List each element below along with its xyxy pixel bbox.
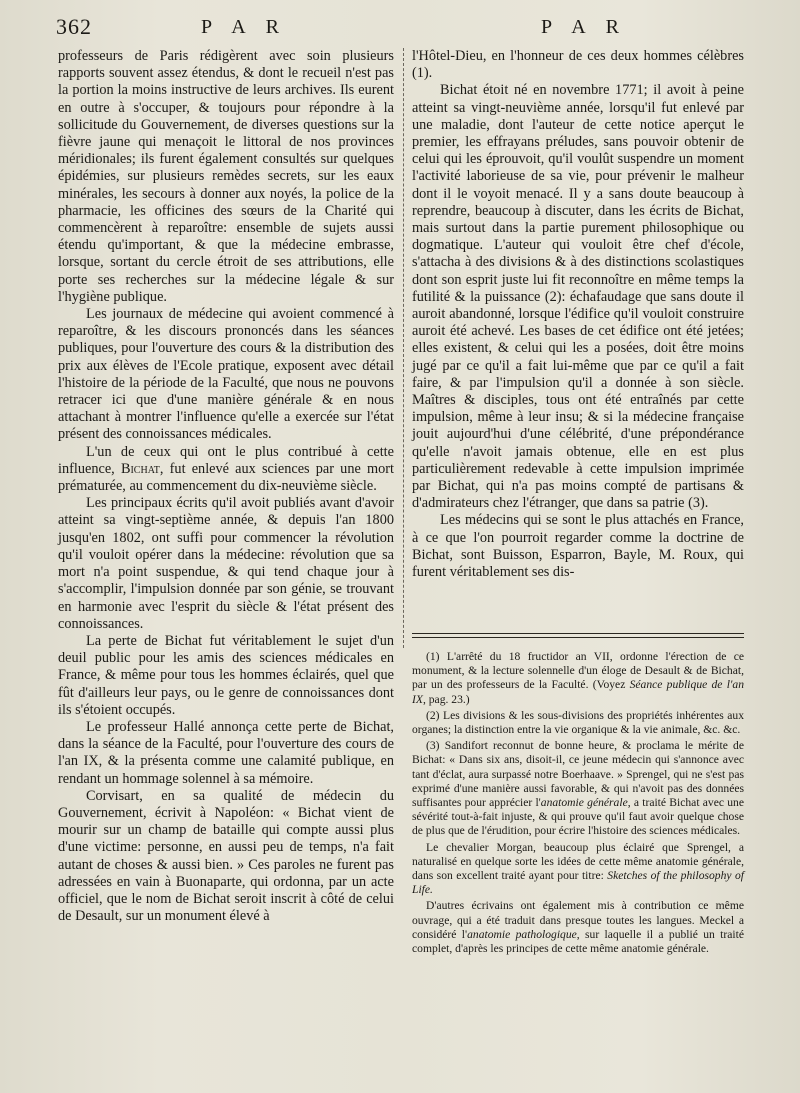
italic-text: Sketches of the philosophy of Life. <box>412 869 744 897</box>
left-column <box>58 48 394 925</box>
text-run: , fut enlevé aux sciences par une mort prématurée, au commencement du dix-neuvième siècle. <box>58 460 394 495</box>
paragraph: Bichat étoit né en novembre 1771; il avoit à peine atteint sa vingt-neuvième année, lorsqu'il fut enlevé par une maladie, dont l'auteur de cette notice aperçut le premier, les effrayans préludes, sans pouvoir obtenir de celui qui les éprouvoit, qu'il voulût suspendre un moment l'activité laborieuse de sa vie, pour prévenir le malheur dont il le voyoit menacé. Il y a sans doute beaucoup à reprendre, beaucoup à discuter, dans les écrits de Bichat, mais surtout dans la partie purement philosophique ou dogmatique. L'auteur qui vouloit être chef d'école, s'attacha à des divisions & à des distinctions scolastiques dont son esprit juste lui fit reconnoître en même temps la futilité & la puissance (2): échafaudage que sans doute il auroit abandonné, lorsque l'édifice qu'il vouloit construire auroit été achevé. Les bases de cet édifice ont été jetées; elles existent, & celui qui les a posées, doit être moins jugé par ce qu'il a fait lui-même que par ce qu'il a fait faire, & par l'impulsion qu'il a donnée à son siècle. Maîtres & disciples, tous ont été entraînés par cette impulsion, même à leur insu; & si la médecine française jouit aujourd'hui d'une célébrité, d'une prépondérance qu'elle n'avoit jamais obtenue, elle en est plus particulièrement redevable à cette impulsion imprimée par Bichat, qui n'a pas moins compté de partisans & d'admirateurs chez l'étranger, que dans sa patrie (3). <box>412 82 744 512</box>
italic-text: Séance publique de l'an IX <box>412 678 744 706</box>
text-run: L'un de ceux qui ont le plus contribué à cette influence, <box>58 443 394 477</box>
paragraph: La perte de Bichat fut véritablement le sujet d'un deuil public pour les amis des sciences médicales en France, & même pour tous les hommes éclairés, quel que fût d'ailleurs leur pays, ou le genre de connoissances dont ils s'étoient occupés. <box>58 632 394 718</box>
right-column <box>412 48 744 581</box>
text-run: D'autres écrivains ont également mis à contribution ce même ouvrage, qui a été traduit dans presque toutes les langues. Meckel a considéré l' <box>412 899 744 941</box>
paragraph: Corvisart, en sa qualité de médecin du Gouvernement, écrivit à Napoléon: « Bichat vient de mourir sur un champ de bataille qui compte aussi plus d'une victime: personne, en aussi peu de temps, n'a fait autant de choses & aussi bien. » Ces paroles ne furent pas adressées en vain à Buonaparte, qui ordonna, par un acte officiel, que le nom de Bichat seroit inscrit à côté de celui de Desault, sur un monument élevé à <box>58 787 394 925</box>
paragraph: Les principaux écrits qu'il avoit publiés avant d'avoir atteint sa vingt-septième année, & depuis l'an 1800 jusqu'en 1802, ont suffi pour commencer la révolution qu'il vouloit opérer dans la médecine: révolution que sa mort n'a point suspendue, & qui tend chaque jour à s'accomplir, l'impulsion donnée par son génie, se trouvant en harmonie avec l'esprit du siècle & l'état présent des connoissances. <box>58 495 394 632</box>
paragraph: Les médecins qui se sont le plus attachés en France, à ce que l'on pourroit regarder comme la doctrine de Bichat, sont Buisson, Esparron, Bayle, M. Roux, qui furent véritablement ses dis- <box>412 512 744 581</box>
text-run: , sur laquelle il a publié un traité complet, d'après les principes de cette même anatomie générale. <box>412 927 744 956</box>
text-run: (1) L'arrêté du 18 fructidor an VII, ordonne l'érection de ce monument, & la lecture solennelle d'un éloge de Desault & de Bichat, par un des professeurs de la Faculté. (Voyez <box>412 650 744 692</box>
paragraph <box>58 444 394 496</box>
paragraph: Le professeur Hallé annonça cette perte de Bichat, dans la séance de la Faculté, pour l'ouverture des cours de l'an IX, & la présenta comme une calamité publique, en rendant un hommage solennel à sa mémoire. <box>58 718 394 787</box>
footnote-3 <box>412 739 744 838</box>
footnote-rule <box>412 633 744 634</box>
text-run: Le chevalier Morgan, beaucoup plus éclairé que Sprengel, a naturalisé en quelque sorte les idées de cette même anatomie générale, dans son excellent traité ayant pour titre: <box>412 840 744 883</box>
text-run: , pag. 23.) <box>422 692 470 706</box>
italic-text: anatomie générale <box>540 796 628 810</box>
column-divider <box>403 48 405 648</box>
footnotes <box>412 650 744 958</box>
footnote-3-continued <box>412 841 744 898</box>
paragraph: professeurs de Paris rédigèrent avec soin plusieurs rapports souvent assez étendus, & dont le recueil n'est pas la portion la moins instructive de leurs archives. Ils eurent en outre à s'occuper, & toujours pour répondre à la sollicitude du Gouvernement, de diverses questions sur la fièvre jaune qui menaçoit le littoral de nos provinces méridionales; ils furent également consultés sur quelques épidémies, sur plusieurs remèdes secrets, sur les eaux minérales, les secours à donner aux noyés, la police de la pharmacie, les officines des sœurs de la Charité qui commencèrent à reparoître: ensemble de sujets aussi étendu qu'important, & que la médecine embrasse, lorsque, sortant du cercle étroit de ses attributions, elle porte ses recherches sur la médecine légale & sur l'hygiène publique. <box>58 48 394 305</box>
paragraph: l'Hôtel-Dieu, en l'honneur de ces deux hommes célèbres (1). <box>412 48 744 82</box>
page-header <box>56 14 756 42</box>
person-name: Bichat <box>120 460 160 477</box>
running-head-left: P A R <box>201 16 287 38</box>
italic-text: anatomie pathologique <box>467 927 577 941</box>
paragraph: Les journaux de médecine qui avoient commencé à reparoître, & les discours prononcés dans les séances publiques, pour l'ouverture des cours & la distribution des prix aux élèves de l'Ecole pratique, exposent avec détail l'histoire de la période de la Faculté, que nous ne pouvons retracer ici que d'une manière générale & en nous attachant à montrer l'influence qu'elle a exercée sur l'état présent des connoissances médicales. <box>58 306 394 443</box>
text-run: , a traité Bichat avec une sévérité tout-à-fait injuste, & qui prouve qu'il faut avoir quelque chose de plus que de l'érudition, pour écrire l'histoire des sciences médicales. <box>412 796 744 838</box>
page-number: 362 <box>56 14 92 39</box>
footnote-1 <box>412 650 744 707</box>
footnote-3-continued-2 <box>412 899 744 956</box>
text-run: (3) Sandifort reconnut de bonne heure, & proclama le mérite de Bichat: « Dans six ans, disoit-il, ce jeune médecin qui s'annonce avec tant d'éclat, aura surpassé notre Boerhaave. » Sprengel, qui ne s'est pas exprimé d'une manière aussi favorable, & qui n'avoit pas des données suffisantes pour apprécier l' <box>412 739 744 810</box>
footnote-2: (2) Les divisions & les sous-divisions des propriétés inhérentes aux organes; la distinction entre la vie organique & la vie animale, &c. &c. <box>412 708 744 737</box>
running-head-right: P A R <box>541 16 627 38</box>
footnote-rule-thin <box>412 637 744 638</box>
